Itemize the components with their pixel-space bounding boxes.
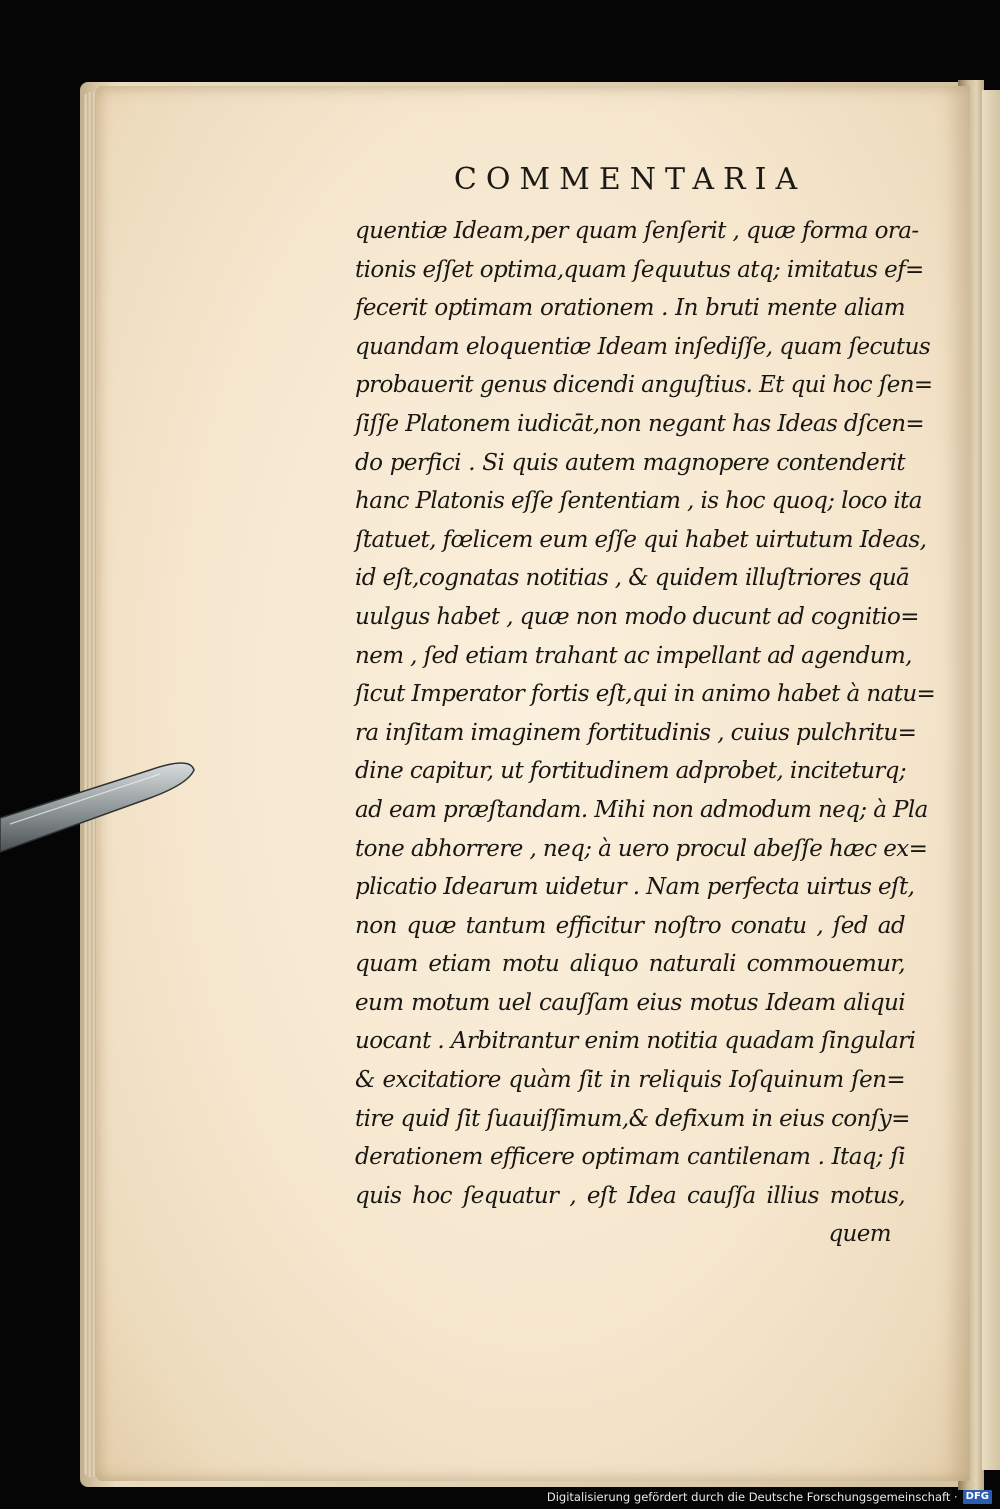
text-line: do perfici . Si quis autem magnopere contenderit — [355, 449, 905, 476]
text-line: nem , ſed etiam trahant ac impellant ad agendum, — [355, 642, 912, 669]
text-line: derationem efficere optimam cantilenam . Itaq; ſi — [355, 1144, 905, 1171]
text-line: hanc Platonis eſſe ſententiam , is hoc quoq; loco ita — [355, 488, 922, 515]
text-line: quentiæ Ideam,per quam ſenſerit , quæ forma ora- — [355, 218, 919, 244]
text-line: quandam eloquentiæ Ideam inſediſſe, quam ſecutus — [355, 333, 931, 360]
text-line: quam etiam motu aliquo naturali commouemur, — [355, 951, 905, 978]
text-line: & excitatiore quàm ſit in reliquis Ioſquinum ſen= — [355, 1067, 905, 1094]
digitization-credit — [547, 1487, 992, 1507]
text-line: probauerit genus dicendi anguſtius. Et qui hoc ſen= — [355, 372, 933, 399]
text-line: eum motum uel cauſſam eius motus Ideam aliqui — [355, 989, 905, 1016]
text-line: ſicut Imperator fortis eſt,qui in animo habet à natu= — [355, 681, 936, 708]
body-text — [355, 212, 936, 1254]
running-title: COMMENTARIA — [453, 162, 807, 197]
text-line: fecerit optimam orationem . In bruti mente aliam — [355, 295, 905, 322]
page-folder-blade — [0, 748, 200, 858]
credit-text: Digitalisierung gefördert durch die Deutsche Forschungsgemeinschaft · — [546, 1490, 958, 1504]
facing-page-edge — [982, 90, 1000, 1470]
dfg-logo: DFG — [963, 1490, 992, 1504]
text-line: tire quid ſit ſuauiſſimum,& defixum in eius conſy= — [355, 1105, 910, 1132]
text-line: id eſt,cognatas notitias , & quidem illuſtriores quā — [355, 565, 910, 592]
text-line: non quæ tantum efficitur noſtro conatu , ſed ad — [355, 912, 905, 939]
text-line: plicatio Idearum uidetur . Nam perfecta uirtus eſt, — [355, 874, 915, 901]
text-line: uocant . Arbitrantur enim notitia quadam ſingulari — [355, 1028, 916, 1055]
text-line: ſtatuet, fœlicem eum eſſe qui habet uirtutum Ideas, — [355, 526, 927, 553]
text-line: uulgus habet , quæ non modo ducunt ad cognitio= — [355, 603, 919, 630]
text-line: quis hoc ſequatur , eſt Idea cauſſa illius motus, — [355, 1182, 905, 1209]
text-line: ſiſſe Platonem iudicāt,non negant has Ideas dſcen= — [355, 410, 925, 437]
text-line: tone abhorrere , neq; à uero procul abeſſe hæc ex= — [355, 835, 928, 862]
catchword: quem — [828, 1221, 891, 1248]
text-line: ad eam præſtandam. Mihi non admodum neq; à Pla — [355, 796, 928, 823]
text-line: tionis eſſet optima,quam ſequutus atq; imitatus ef= — [355, 256, 924, 283]
text-line: dine capitur, ut fortitudinem adprobet, inciteturq; — [355, 758, 907, 785]
text-line: ra inſitam imaginem fortitudinis , cuius pulchritu= — [355, 719, 917, 746]
